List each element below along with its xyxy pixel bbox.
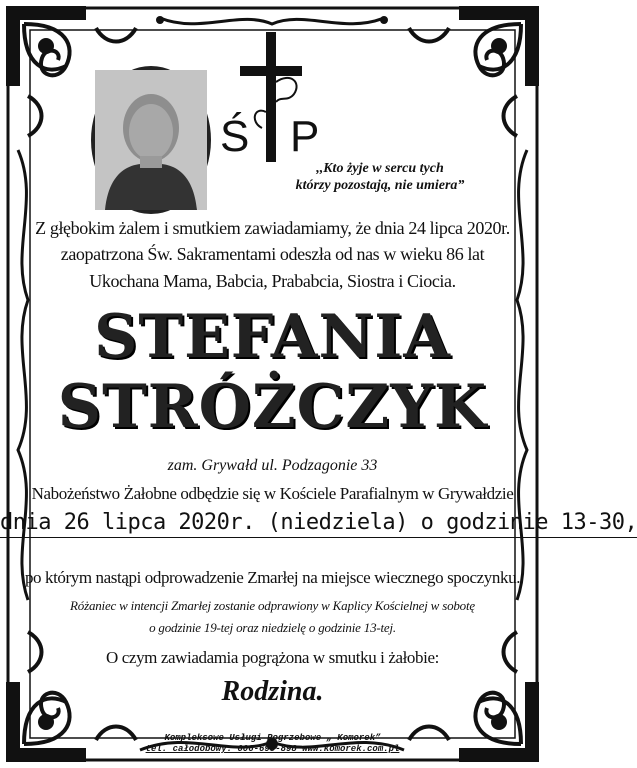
intro-line-1: Z głębokim żalem i smutkiem zawiadamiamy, że dnia 24 lipca 2020r. [35,218,510,238]
ceremony-date [0,510,637,535]
portrait-photo [91,66,211,214]
quote-line-2: którzy pozostają, nie umiera” [295,178,465,193]
rosary-line-1: Różaniec w intencji Zmarłej zostanie odprawiony w Kaplicy Kościelnej w sobotę [70,598,475,613]
rosary-line-2: o godzinie 19-tej oraz niedzielę o godzinie 13-tej. [149,620,396,635]
family-signature: Rodzina. [221,676,324,707]
ceremony-date-text: dnia 26 lipca 2020r. (niedziela) o godzinie 13-30, [0,510,637,538]
memorial-quote [255,160,505,194]
mass-announcement: Nabożeństwo Żałobne odbędzie się w Kościele Parafialnym w Grywałdzie [31,484,514,503]
footer-contact: tel. całodobowy: 606-695-898 www.komorek.com.pl [145,744,400,754]
intro-line-2: zaopatrzona Św. Sakramentami odeszła od nas w wieku 86 lat [60,244,485,264]
quote-line-1: ,,Kto żyje w sercu tych [316,161,444,176]
deceased-address: zam. Grywałd ul. Podzagonie 33 [167,457,378,474]
intro-line-3: Ukochana Mama, Babcia, Prababcia, Siostra i Ciocia. [89,271,456,291]
closing-notice: O czym zawiadamia pogrążona w smutku i żałobie: [106,648,439,667]
initial-s: Ś [220,112,250,161]
procession-line: po którym nastąpi odprowadzenie Zmarłej na miejsce wiecznego spoczynku. [24,568,521,587]
deceased-first-name: STEFANIA [94,302,451,372]
footer-company: Kompleksowe Usługi Pogrzebowe „ Komorek” [164,733,381,743]
initial-p: P [290,112,320,161]
deceased-last-name: STRÓŻCZYK [57,372,488,442]
